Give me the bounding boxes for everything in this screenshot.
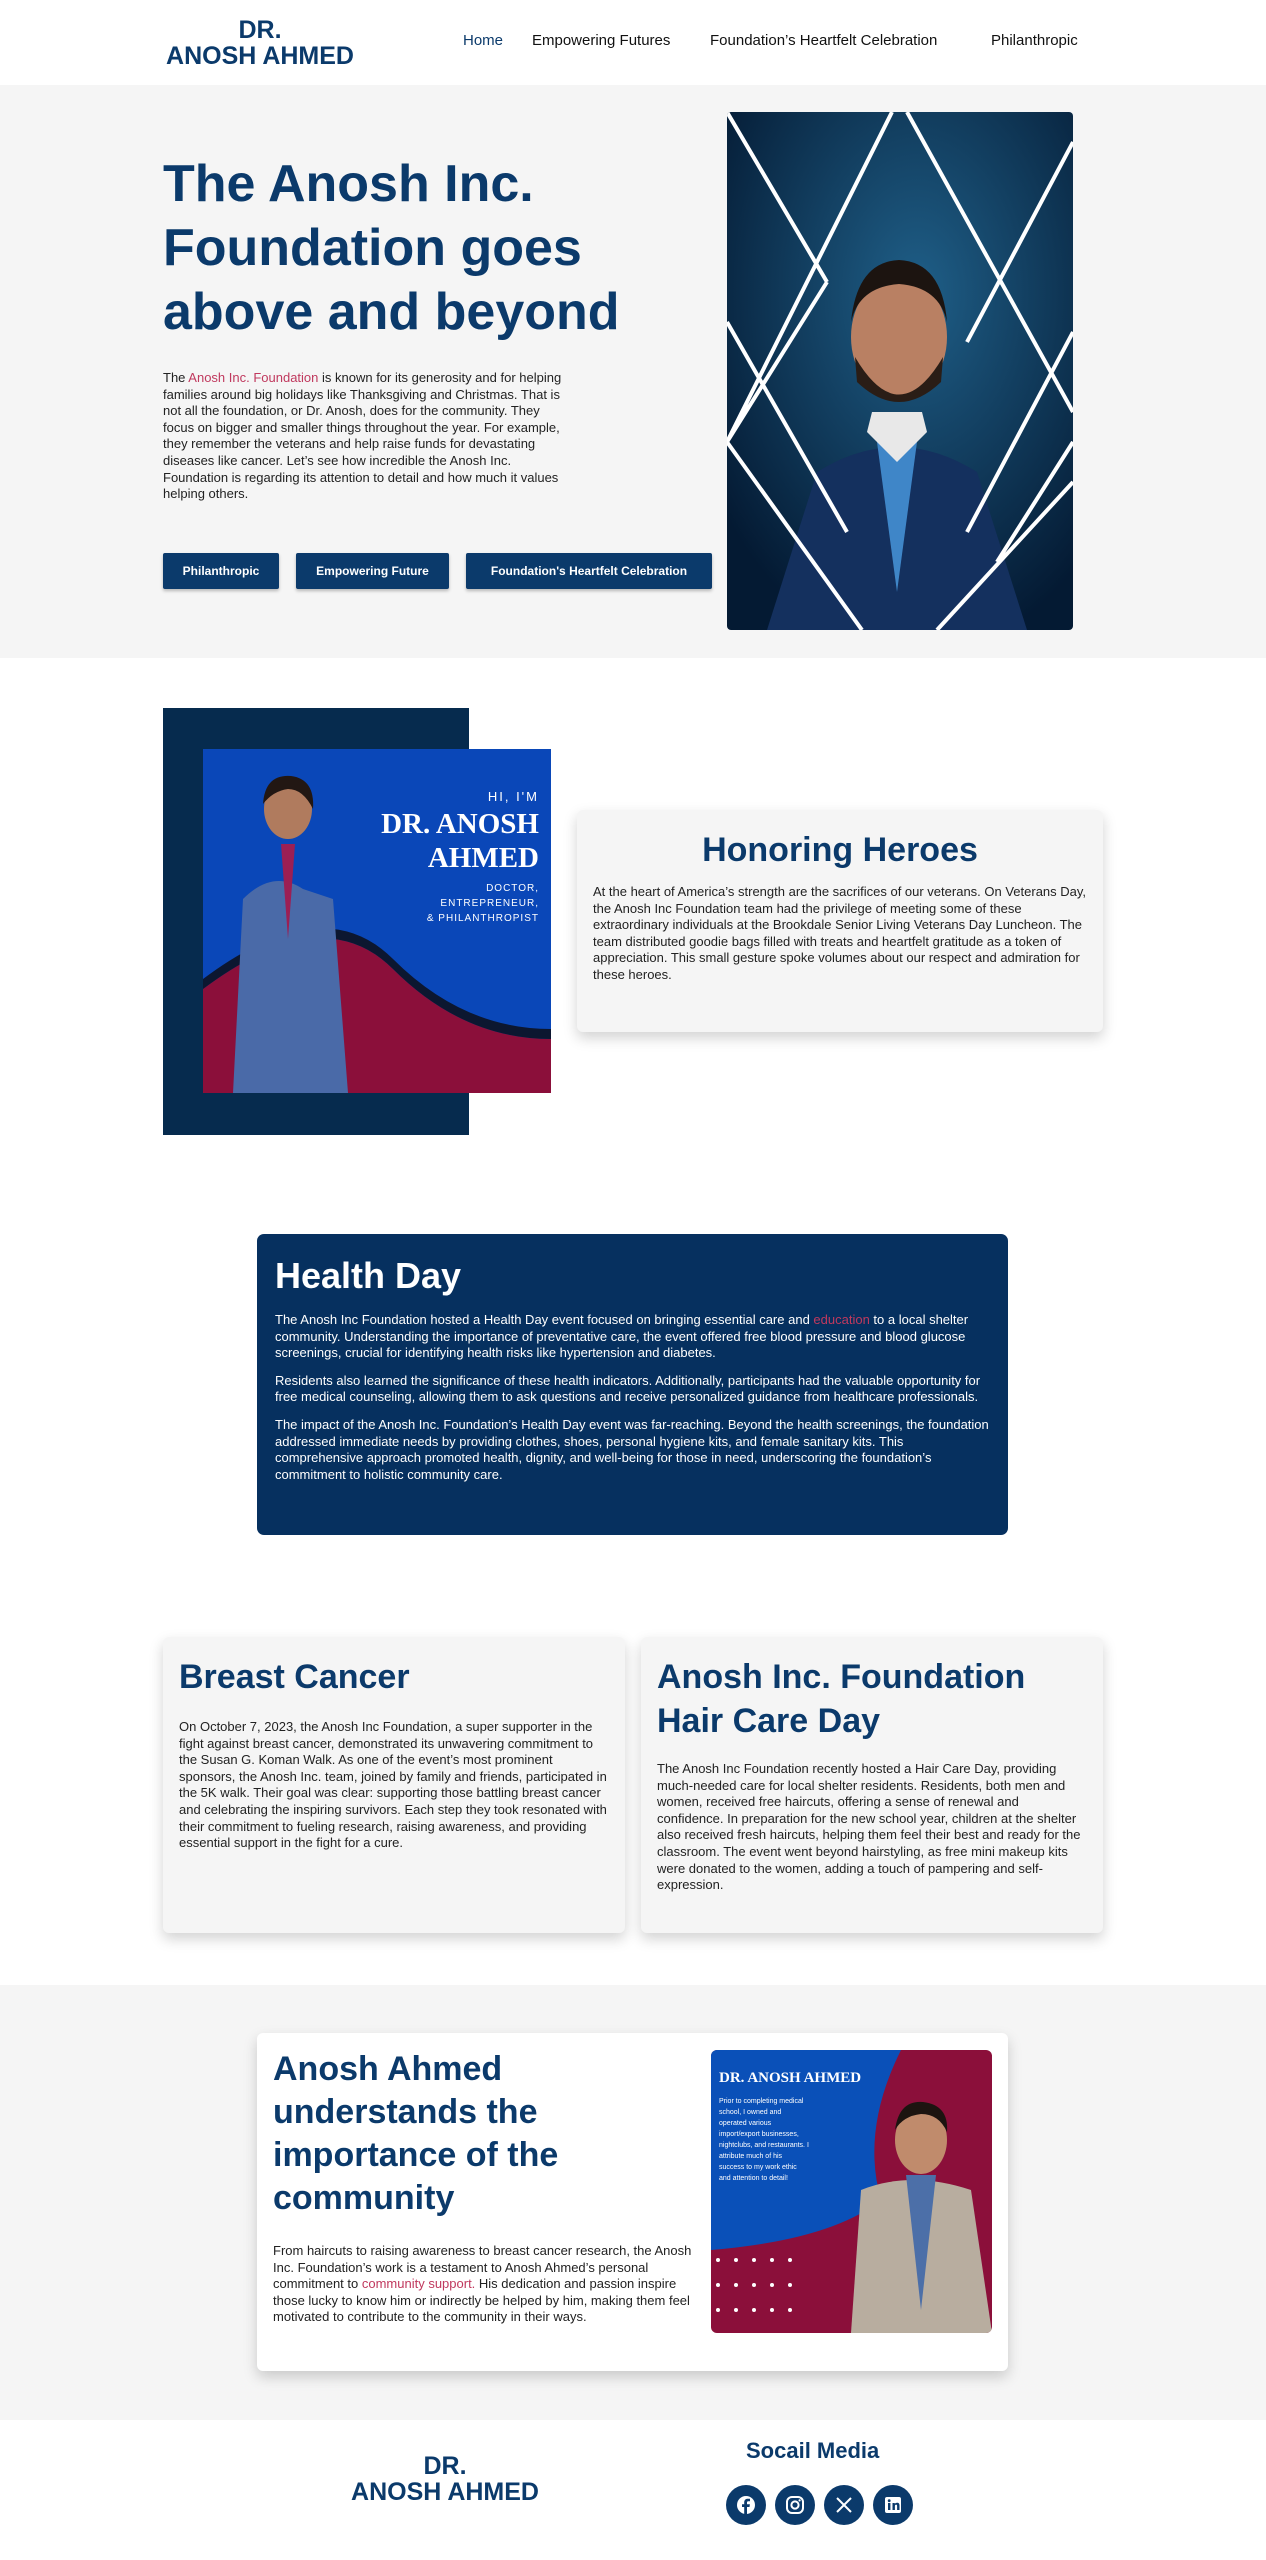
panel-paragraph — [275, 1312, 990, 1362]
heartfelt-celebration-button[interactable]: Foundation's Heartfelt Celebration — [466, 553, 712, 589]
card-text — [273, 2243, 703, 2326]
community-support-link[interactable]: community support. — [361, 2276, 476, 2292]
panel-title: Health Day — [275, 1255, 462, 1296]
community-image — [711, 2050, 992, 2333]
social-title: Socail Media — [746, 2438, 880, 2463]
promo-name — [381, 807, 539, 875]
text: ENTREPRENEUR, — [440, 898, 539, 909]
hero-title: The Anosh Inc. Foundation goes above and beyond — [163, 155, 620, 341]
card-title: Anosh Ahmed understands the importance of the community — [273, 2050, 559, 2217]
logo[interactable] — [163, 17, 357, 69]
logo-line2: ANOSH AHMED — [166, 42, 354, 70]
breast-cancer-card — [163, 1637, 625, 1933]
text: is known for its generosity and for helping families around big holidays like Thanksgiving and Christmas. That is not all the foundation, or Dr. Anosh, does for the community. They focus on bigger and smaller things throughout the year. For example, they remember the veterans and help raise funds for devastating diseases like cancer. Let’s see how incredible the Anosh Inc. Foundation is regarding its attention to detail and how much it values helping others. — [163, 370, 562, 502]
hero-portrait-image — [727, 112, 1073, 630]
logo-line1: DR. — [238, 16, 282, 44]
hair-care-card — [641, 1637, 1103, 1933]
text: The Anosh Inc Foundation hosted a Health Day event focused on bringing essential care and — [275, 1312, 814, 1327]
promo-roles — [427, 881, 539, 926]
promo-hi: HI, I'M — [487, 789, 539, 804]
card-text: At the heart of America’s strength are the sacrifices of our veterans. On Veterans Day, the Anosh Inc Foundation team had the privilege of meeting some of these extraordinary individuals at the Brookdale Senior Living Veterans Day Luncheon. The team distributed goodie bags filled with treats and heartfelt gratitude as a token of appreciation. This small gesture spoke volumes about our respect and admiration for these heroes. — [593, 884, 1087, 982]
text: AHMED — [427, 842, 539, 874]
philanthropic-button[interactable]: Philanthropic — [163, 553, 279, 589]
nav-heartfelt-celebration[interactable]: Foundation’s Heartfelt Celebration — [710, 32, 938, 49]
card-text: On October 7, 2023, the Anosh Inc Foundation, a super supporter in the fight against breast cancer, demonstrated its unwavering commitment to the Susan G. Koman Walk. As one of the event’s most prominent sponsors, the Anosh Inc. team, joined by family and friends, participated in the 5K walk. Their goal was clear: supporting those battling breast cancer and celebrating the inspiring survivors. Each step they took resonated with their commitment to fueling research, raising awareness, and providing essential support in the fight for a cure. — [179, 1719, 607, 1851]
promo-image — [203, 749, 551, 1093]
nav-home[interactable]: Home — [463, 32, 504, 49]
panel-paragraph: The impact of the Anosh Inc. Foundation’s Health Day event was far-reaching. Beyond the health screenings, the foundation addressed immediate needs by providing clothes, shoes, personal hygiene kits, and female sanitary kits. This comprehensive approach promoted health, dignity, and well-being for those in need, underscoring the foundation’s commitment to holistic community care. — [275, 1416, 989, 1482]
card-title: Honoring Heroes — [702, 831, 978, 869]
empowering-future-button[interactable]: Empowering Future — [296, 553, 449, 589]
card-text: The Anosh Inc Foundation recently hosted a Hair Care Day, providing much-needed care for local shelter residents. Residents, both men and women, received free haircuts, offering a sense of renewal and confidence. In preparation for the new school year, children at the shelter also received fresh haircuts, helping them feel their best and ready for the classroom. The event went beyond hairstyling, as free mini makeup kits were donated to the women, adding a touch of pampering and self-expression. — [657, 1761, 1081, 1893]
nav-empowering-futures[interactable]: Empowering Futures — [532, 32, 671, 49]
facebook-icon[interactable] — [726, 2485, 766, 2525]
card-title: Anosh Inc. Foundation Hair Care Day — [657, 1658, 1026, 1740]
text: From haircuts to raising awareness to breast cancer research, the Anosh Inc. Foundation’s work is a testament to Anosh Ahmed’s personal commitment to — [273, 2243, 692, 2292]
logo-line2: ANOSH AHMED — [351, 2478, 539, 2506]
image-quote: Prior to completing medical school, I owned and operated various import/export businesses, nightclubs, and restaurants. I attribute much of his success to my work ethic and attention to detail! — [719, 2098, 809, 2182]
instagram-icon[interactable] — [775, 2485, 815, 2525]
text: His dedication and passion inspire those lucky to know him or indirectly be helped by him, making them feel motivated to contribute to the community in their ways. — [273, 2276, 690, 2325]
education-link[interactable]: education — [813, 1312, 870, 1327]
card-title: Breast Cancer — [179, 1658, 410, 1696]
health-day-panel — [257, 1234, 1008, 1535]
hero-paragraph — [163, 370, 563, 503]
image-name: DR. ANOSH AHMED — [719, 2070, 862, 2086]
text: The — [163, 370, 189, 385]
panel-paragraph: Residents also learned the significance of these health indicators. Additionally, participants had the valuable opportunity for free medical counseling, allowing them to ask questions and receive personalized guidance from healthcare professionals. — [275, 1372, 981, 1405]
x-icon[interactable] — [824, 2485, 864, 2525]
foundation-link[interactable]: Anosh Inc. Foundation — [188, 370, 319, 385]
honoring-heroes-card — [577, 810, 1103, 1032]
text: & PHILANTHROPIST — [426, 913, 539, 924]
linkedin-icon[interactable] — [873, 2485, 913, 2525]
text: DOCTOR, — [486, 883, 539, 894]
logo-line1: DR. — [423, 2452, 467, 2480]
text: to a local shelter community. Understanding the importance of preventative care, the event offered free blood pressure and blood glucose screenings, crucial for identifying health risks like hypertension and diabetes. — [275, 1312, 969, 1361]
community-card — [257, 2033, 1008, 2371]
nav-philanthropic[interactable]: Philanthropic — [991, 32, 1078, 49]
footer-logo[interactable] — [330, 2453, 560, 2505]
text: DR. ANOSH — [381, 808, 539, 840]
